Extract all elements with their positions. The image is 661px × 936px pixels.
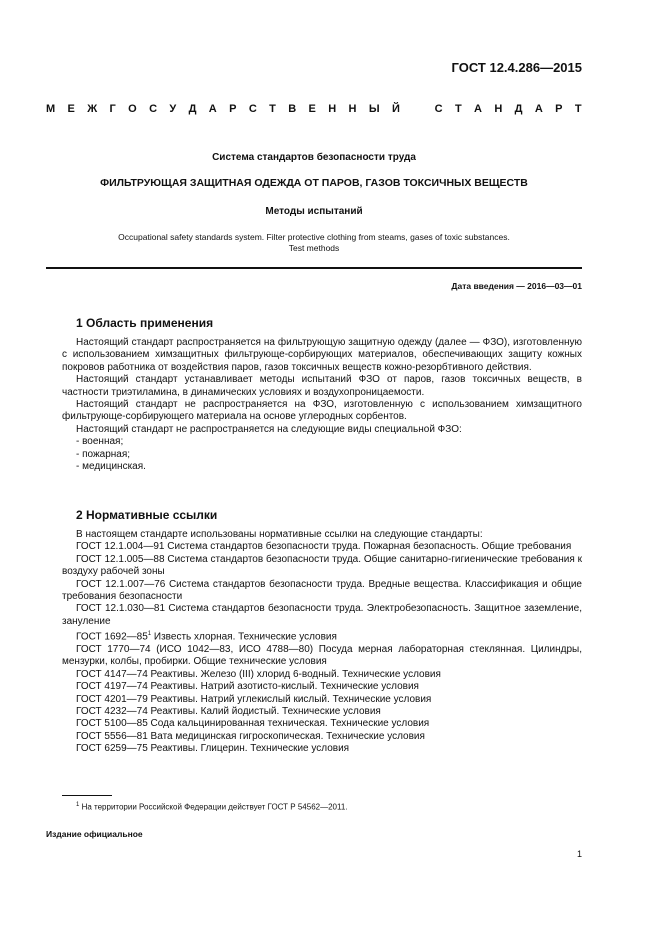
reference-title: Известь хлорная. Технические условия xyxy=(151,631,337,643)
banner-letter: Р xyxy=(555,103,563,115)
footnote-text: На территории Российской Федерации действует ГОСТ Р 54562—2011. xyxy=(79,802,348,812)
banner-letter xyxy=(412,103,422,115)
banner-letter: Д xyxy=(514,103,523,115)
banner-letter: Й xyxy=(392,103,400,115)
banner-letter: В xyxy=(288,103,297,115)
normative-reference: ГОСТ 4147—74 Реактивы. Железо (III) хлорид 6-водный. Технические условия xyxy=(76,668,441,680)
english-title xyxy=(46,232,582,254)
footnote-divider xyxy=(62,795,112,796)
footnote-mark: 1 xyxy=(76,802,80,808)
banner-letter: Е xyxy=(308,103,316,115)
normative-reference: ГОСТ 4197—74 Реактивы. Натрий азотисто-кислый. Технические условия xyxy=(76,681,419,693)
banner-letter: Т xyxy=(454,103,462,115)
banner-letter: Е xyxy=(67,103,75,115)
normative-reference: ГОСТ 4232—74 Реактивы. Калий йодистый. Технические условия xyxy=(76,706,381,718)
banner-letter: Г xyxy=(109,103,116,115)
footnote-mark: 1 xyxy=(147,631,152,638)
banner-letter: Т xyxy=(574,103,582,115)
list-item: - пожарная; xyxy=(76,448,131,460)
banner-letter: Д xyxy=(188,103,197,115)
section-1-paragraph: Настоящий стандарт устанавливает методы испытаний ФЗО от паров, газов токсичных веществ, в частности триэтиламина, в динамических условиях и воздухопроницаемости. xyxy=(62,374,582,398)
english-title-line-2: Test methods xyxy=(288,243,340,253)
banner-letter: А xyxy=(534,103,543,115)
system-title: Система стандартов безопасности труда xyxy=(212,152,416,163)
banner-letter: С xyxy=(149,103,158,115)
normative-reference: ГОСТ 12.1.005—88 Система стандартов безопасности труда. Общие санитарно-гигиенические требования к воздуху рабочей зоны xyxy=(62,553,582,578)
section-2-body xyxy=(62,529,582,756)
banner-letter: С xyxy=(248,103,257,115)
page-number: 1 xyxy=(576,849,582,859)
title-divider xyxy=(46,267,582,269)
banner-letter: А xyxy=(208,103,217,115)
normative-reference: ГОСТ 5556—81 Вата медицинская гигроскопическая. Технические условия xyxy=(76,730,425,742)
normative-reference: ГОСТ 5100—85 Сода кальцинированная техническая. Технические условия xyxy=(76,718,430,730)
normative-reference xyxy=(62,628,582,644)
section-2-heading: 2 Нормативные ссылки xyxy=(76,508,218,522)
section-1-body xyxy=(62,337,582,473)
section-1-paragraph: Настоящий стандарт не распространяется на ФЗО, изготовленную с использованием химзащитного фильтрующе-сорбирующего материала на основе углеродных сорбентов. xyxy=(62,399,582,423)
footnote xyxy=(76,802,348,812)
official-edition-label: Издание официальное xyxy=(46,829,143,839)
list-item: - военная; xyxy=(76,436,124,448)
list-item: - медицинская. xyxy=(76,461,146,473)
banner-letter: А xyxy=(474,103,482,115)
section-1-paragraph: Настоящий стандарт не распространяется на следующие виды специальной ФЗО: xyxy=(76,423,462,435)
normative-reference: ГОСТ 1770—74 (ИСО 1042—83, ИСО 4788—80) Посуда мерная лабораторная стеклянная. Цилиндры, мензурки, колбы, пробирки. Общие технические условия xyxy=(62,643,582,668)
banner-letter: Ж xyxy=(87,103,98,115)
banner-letter: Н xyxy=(348,103,357,115)
normative-reference: ГОСТ 12.1.004—91 Система стандартов безопасности труда. Пожарная безопасность. Общие требования xyxy=(76,541,572,553)
section-2-intro: В настоящем стандарте использованы нормативные ссылки на следующие стандарты: xyxy=(76,529,483,540)
main-title: ФИЛЬТРУЮЩАЯ ЗАЩИТНАЯ ОДЕЖДА ОТ ПАРОВ, ГАЗОВ ТОКСИЧНЫХ ВЕЩЕСТВ xyxy=(100,177,528,189)
normative-reference: ГОСТ 4201—79 Реактивы. Натрий углекислый кислый. Технические условия xyxy=(76,693,432,705)
section-1-heading: 1 Область применения xyxy=(76,316,214,330)
introduction-date: Дата введения — 2016—03—01 xyxy=(451,281,582,291)
banner-letter: Т xyxy=(269,103,276,115)
interstate-standard-banner xyxy=(46,103,582,115)
banner-letter: М xyxy=(46,103,56,115)
banner-letter: С xyxy=(434,103,443,115)
banner-letter: Ы xyxy=(368,103,380,115)
normative-reference: ГОСТ 12.1.030—81 Система стандартов безопасности труда. Электробезопасность. Защитное заземление, зануление xyxy=(62,603,582,627)
banner-letter: У xyxy=(169,103,177,115)
normative-reference: ГОСТ 12.1.007—76 Система стандартов безопасности труда. Вредные вещества. Классификация и общие требования безопасности xyxy=(62,578,582,603)
english-title-line-1: Occupational safety standards system. Filter protective clothing from steams, gases of toxic substances. xyxy=(118,232,510,242)
section-1-paragraph: Настоящий стандарт распространяется на фильтрующую защитную одежду (далее — ФЗО), изготовленную с использованием химзащитных фильтрующе-сорбирующих материалов, обеспечивающих защиту кожных покровов работника от воздействия паров, газов токсичных веществ кожно-резорбтивного действия. xyxy=(62,337,582,373)
banner-letter: Н xyxy=(328,103,337,115)
banner-letter: Р xyxy=(229,103,237,115)
document-code: ГОСТ 12.4.286—2015 xyxy=(451,60,582,75)
normative-reference: ГОСТ 6259—75 Реактивы. Глицерин. Технические условия xyxy=(76,743,350,755)
banner-letter: О xyxy=(128,103,137,115)
reference-code: ГОСТ 1692—85 xyxy=(76,631,148,643)
banner-letter: Н xyxy=(494,103,503,115)
methods-subtitle: Методы испытаний xyxy=(265,206,363,217)
